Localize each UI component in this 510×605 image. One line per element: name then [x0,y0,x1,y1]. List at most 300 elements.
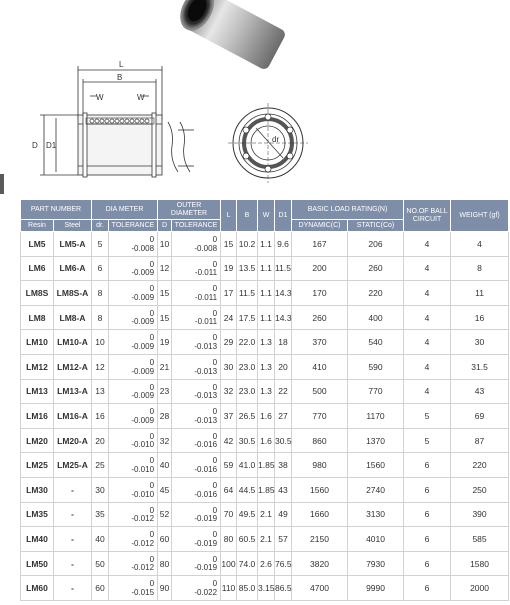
cell-B: 74.0 [237,551,258,576]
col-steel: Steel [54,220,92,232]
tolerance-upper: 0 [149,431,155,441]
cell-D-tolerance [172,404,221,429]
spec-table [20,199,509,601]
cell-D1: 27 [275,404,292,429]
bearing-photo [174,0,286,71]
tolerance-upper: 0 [149,357,155,367]
cell-L: 17 [221,281,237,306]
col-basic-load: BASIC LOAD RATING(N) [292,200,404,220]
cell-dynamic: 860 [292,428,348,453]
tolerance-lower: -0.013 [194,341,218,351]
cell-weight: 250 [451,477,509,502]
cell-D1: 86.5 [275,576,292,601]
tolerance-upper: 0 [212,259,218,269]
col-D-tolerance: TOLERANCE [172,220,221,232]
table-row [21,232,509,257]
cell-W: 1.1 [258,305,275,330]
cell-steel: LM20-A [54,428,92,453]
cell-W: 1.6 [258,404,275,429]
cell-steel: - [54,502,92,527]
cell-W: 1.1 [258,256,275,281]
cell-dynamic: 260 [292,305,348,330]
table-row [21,354,509,379]
cell-D: 15 [158,281,172,306]
cell-ball-circuit: 6 [404,477,451,502]
cell-L: 30 [221,354,237,379]
cell-D1: 49 [275,502,292,527]
col-D: D [158,220,172,232]
cell-dynamic: 167 [292,232,348,257]
cell-dr: 8 [92,281,109,306]
tolerance-lower: -0.010 [131,489,155,499]
tolerance-lower: -0.011 [194,292,218,302]
cell-weight: 30 [451,330,509,355]
cell-ball-circuit: 6 [404,453,451,478]
cell-resin: LM60 [21,576,54,601]
cell-L: 29 [221,330,237,355]
cell-B: 10.2 [237,232,258,257]
cell-ball-circuit: 6 [404,527,451,552]
cell-D1: 14.3 [275,281,292,306]
tolerance-upper: 0 [212,357,218,367]
cell-B: 22.0 [237,330,258,355]
cell-resin: LM50 [21,551,54,576]
cell-B: 11.5 [237,281,258,306]
cell-static: 1370 [348,428,404,453]
cell-resin: LM40 [21,527,54,552]
cell-D-tolerance [172,428,221,453]
cell-D-tolerance [172,576,221,601]
tolerance-lower: -0.008 [131,243,155,253]
tolerance-upper: 0 [212,284,218,294]
cell-dr: 13 [92,379,109,404]
cell-dr: 25 [92,453,109,478]
cell-W: 1.3 [258,379,275,404]
cell-W: 1.1 [258,232,275,257]
cell-ball-circuit: 4 [404,281,451,306]
cell-B: 30.5 [237,428,258,453]
cell-resin: LM35 [21,502,54,527]
cell-W: 2.6 [258,551,275,576]
tolerance-upper: 0 [212,235,218,244]
cell-B: 13.5 [237,256,258,281]
table-row [21,281,509,306]
tolerance-upper: 0 [212,407,218,417]
cell-D: 21 [158,354,172,379]
tolerance-lower: -0.016 [194,440,218,450]
tolerance-upper: 0 [149,235,155,244]
cell-static: 260 [348,256,404,281]
header-row-top [21,200,509,220]
cell-resin: LM12 [21,354,54,379]
tolerance-lower: -0.016 [194,489,218,499]
col-outer-diameter: OUTER DIAMETER [158,200,221,220]
cell-dr: 12 [92,354,109,379]
cell-W: 1.85 [258,453,275,478]
cell-D1: 43 [275,477,292,502]
dim-W-left: W [96,93,104,102]
col-ball-circuit: NO.OF BALL CIRCUIT [404,200,451,232]
tolerance-upper: 0 [212,579,218,589]
cell-static: 4010 [348,527,404,552]
cell-weight: 8 [451,256,509,281]
cell-static: 9990 [348,576,404,601]
tolerance-lower: -0.011 [194,268,218,278]
cell-D-tolerance [172,354,221,379]
table-row [21,256,509,281]
cell-D1: 9.6 [275,232,292,257]
cell-weight: 2000 [451,576,509,601]
cell-L: 64 [221,477,237,502]
cell-static: 400 [348,305,404,330]
cell-ball-circuit: 6 [404,576,451,601]
cell-D: 28 [158,404,172,429]
cell-weight: 11 [451,281,509,306]
tolerance-lower: -0.013 [194,415,218,425]
col-dia-meter: DIA METER [92,200,158,220]
cell-dr: 30 [92,477,109,502]
cell-dynamic: 980 [292,453,348,478]
tolerance-upper: 0 [149,480,155,490]
cell-B: 23.0 [237,354,258,379]
cell-D: 52 [158,502,172,527]
cell-D1: 11.5 [275,256,292,281]
cell-D-tolerance [172,305,221,330]
cell-static: 540 [348,330,404,355]
cell-ball-circuit: 4 [404,305,451,330]
dim-W-right: W [137,93,145,102]
cell-steel: LM16-A [54,404,92,429]
cell-D: 90 [158,576,172,601]
cell-ball-circuit: 6 [404,502,451,527]
cell-dr-tolerance [109,428,158,453]
tolerance-lower: -0.009 [131,268,155,278]
tolerance-lower: -0.012 [131,563,155,573]
cell-dynamic: 410 [292,354,348,379]
cell-steel: LM13-A [54,379,92,404]
cell-D1: 57 [275,527,292,552]
cell-dynamic: 4700 [292,576,348,601]
tolerance-upper: 0 [212,333,218,343]
cell-W: 1.85 [258,477,275,502]
page-edge-marker [0,174,4,194]
col-resin: Resin [21,220,54,232]
table-row [21,428,509,453]
cell-dr-tolerance [109,379,158,404]
cell-L: 80 [221,527,237,552]
tolerance-upper: 0 [212,456,218,466]
cell-dr: 16 [92,404,109,429]
cell-dr: 60 [92,576,109,601]
cell-dr-tolerance [109,404,158,429]
cell-B: 17.5 [237,305,258,330]
cell-D-tolerance [172,379,221,404]
cell-W: 3.15 [258,576,275,601]
table-row [21,404,509,429]
tolerance-lower: -0.012 [131,538,155,548]
cell-ball-circuit: 4 [404,256,451,281]
cell-static: 770 [348,379,404,404]
cell-D-tolerance [172,330,221,355]
cell-D1: 18 [275,330,292,355]
cell-dr-tolerance [109,477,158,502]
cell-D: 40 [158,453,172,478]
cell-L: 42 [221,428,237,453]
cell-dynamic: 1560 [292,477,348,502]
cell-resin: LM6 [21,256,54,281]
tolerance-lower: -0.013 [194,391,218,401]
col-W: W [258,200,275,232]
cell-L: 32 [221,379,237,404]
cell-dr: 10 [92,330,109,355]
cell-weight: 31.5 [451,354,509,379]
cell-dynamic: 500 [292,379,348,404]
cell-W: 2.1 [258,527,275,552]
cell-resin: LM20 [21,428,54,453]
tolerance-upper: 0 [212,554,218,564]
col-weight: WEIGHT (gf) [451,200,509,232]
dim-B: B [117,73,123,82]
cell-dr: 50 [92,551,109,576]
cell-dr-tolerance [109,551,158,576]
cell-static: 7930 [348,551,404,576]
cell-steel: LM8-A [54,305,92,330]
col-static: STATIC(Co) [348,220,404,232]
cell-static: 206 [348,232,404,257]
cell-weight: 1580 [451,551,509,576]
cell-D1: 22 [275,379,292,404]
cell-dr-tolerance [109,330,158,355]
cell-D: 45 [158,477,172,502]
cell-W: 1.3 [258,354,275,379]
cell-dynamic: 200 [292,256,348,281]
cell-L: 59 [221,453,237,478]
cell-L: 19 [221,256,237,281]
cell-steel: - [54,576,92,601]
bearing-figure [0,0,510,198]
cell-ball-circuit: 4 [404,232,451,257]
cell-D: 60 [158,527,172,552]
cell-D-tolerance [172,232,221,257]
cell-dynamic: 1660 [292,502,348,527]
cell-static: 220 [348,281,404,306]
cell-D: 23 [158,379,172,404]
cell-resin: LM30 [21,477,54,502]
tolerance-upper: 0 [149,505,155,515]
cell-ball-circuit: 4 [404,379,451,404]
cell-static: 2740 [348,477,404,502]
col-D1: D1 [275,200,292,232]
cell-D-tolerance [172,527,221,552]
col-L: L [221,200,237,232]
cell-dr: 8 [92,305,109,330]
tolerance-upper: 0 [149,530,155,540]
tolerance-lower: -0.022 [194,587,218,597]
cell-static: 1170 [348,404,404,429]
cell-steel: LM6-A [54,256,92,281]
cell-steel: - [54,551,92,576]
cell-dr: 6 [92,256,109,281]
cell-weight: 87 [451,428,509,453]
cell-D-tolerance [172,551,221,576]
cell-dr-tolerance [109,305,158,330]
cell-weight: 43 [451,379,509,404]
tolerance-upper: 0 [212,382,218,392]
cell-dr-tolerance [109,502,158,527]
table-row [21,527,509,552]
cell-dr-tolerance [109,527,158,552]
cell-ball-circuit: 6 [404,551,451,576]
tolerance-lower: -0.011 [194,317,218,327]
cell-D1: 30.5 [275,428,292,453]
cell-weight: 220 [451,453,509,478]
cell-B: 85.0 [237,576,258,601]
cell-resin: LM8S [21,281,54,306]
table-row [21,305,509,330]
cell-dr: 35 [92,502,109,527]
cell-dynamic: 770 [292,404,348,429]
table-row [21,379,509,404]
spec-table-body [21,232,509,601]
cell-D: 19 [158,330,172,355]
cell-ball-circuit: 5 [404,404,451,429]
cell-B: 41.0 [237,453,258,478]
tolerance-upper: 0 [212,431,218,441]
cell-L: 100 [221,551,237,576]
tolerance-lower: -0.019 [194,538,218,548]
cell-L: 24 [221,305,237,330]
cell-D: 10 [158,232,172,257]
cell-D-tolerance [172,453,221,478]
tolerance-lower: -0.009 [131,341,155,351]
tolerance-upper: 0 [212,505,218,515]
dim-D: D [32,141,38,150]
bearing-drawing [0,0,510,198]
cell-D1: 38 [275,453,292,478]
cell-steel: LM8S-A [54,281,92,306]
dim-dr: dr [272,135,280,144]
cell-resin: LM16 [21,404,54,429]
tolerance-lower: -0.009 [131,366,155,376]
table-row [21,477,509,502]
col-part-number: PART NUMBER [21,200,92,220]
cell-dr-tolerance [109,453,158,478]
cell-W: 2.1 [258,502,275,527]
cell-D-tolerance [172,281,221,306]
tolerance-lower: -0.009 [131,415,155,425]
tolerance-lower: -0.010 [131,440,155,450]
cell-weight: 585 [451,527,509,552]
tolerance-upper: 0 [212,530,218,540]
cell-D-tolerance [172,256,221,281]
cell-dynamic: 3820 [292,551,348,576]
cell-static: 3130 [348,502,404,527]
table-row [21,576,509,601]
cell-steel: - [54,527,92,552]
cell-resin: LM10 [21,330,54,355]
cell-W: 1.6 [258,428,275,453]
cell-dr: 20 [92,428,109,453]
cell-static: 1560 [348,453,404,478]
dim-L: L [119,60,124,69]
cell-D1: 20 [275,354,292,379]
cell-weight: 4 [451,232,509,257]
cell-dynamic: 2150 [292,527,348,552]
cell-dr-tolerance [109,354,158,379]
tolerance-lower: -0.012 [131,514,155,524]
cell-B: 23.0 [237,379,258,404]
cell-weight: 390 [451,502,509,527]
cell-dr: 40 [92,527,109,552]
tolerance-lower: -0.009 [131,292,155,302]
tolerance-upper: 0 [149,259,155,269]
cell-D: 12 [158,256,172,281]
cell-static: 590 [348,354,404,379]
tolerance-upper: 0 [149,579,155,589]
tolerance-upper: 0 [149,382,155,392]
table-row [21,502,509,527]
tolerance-upper: 0 [149,407,155,417]
cell-D-tolerance [172,502,221,527]
cell-ball-circuit: 4 [404,354,451,379]
cell-resin: LM25 [21,453,54,478]
col-dr: dr. [92,220,109,232]
tolerance-lower: -0.010 [131,464,155,474]
cell-resin: LM8 [21,305,54,330]
tolerance-upper: 0 [149,333,155,343]
cell-dr-tolerance [109,256,158,281]
cell-steel: LM25-A [54,453,92,478]
cell-L: 15 [221,232,237,257]
tolerance-lower: -0.019 [194,563,218,573]
cell-dynamic: 170 [292,281,348,306]
cell-weight: 16 [451,305,509,330]
table-row [21,551,509,576]
tolerance-lower: -0.013 [194,366,218,376]
tolerance-upper: 0 [149,284,155,294]
tolerance-upper: 0 [149,456,155,466]
tolerance-lower: -0.019 [194,514,218,524]
tolerance-lower: -0.015 [131,587,155,597]
cell-ball-circuit: 4 [404,330,451,355]
cell-L: 37 [221,404,237,429]
cell-dr: 5 [92,232,109,257]
cell-D1: 76.5 [275,551,292,576]
cell-steel: LM10-A [54,330,92,355]
col-dr-tolerance: TOLERANCE [109,220,158,232]
cell-L: 70 [221,502,237,527]
cell-weight: 69 [451,404,509,429]
table-row [21,453,509,478]
cell-steel: LM5-A [54,232,92,257]
cell-D: 32 [158,428,172,453]
cell-L: 110 [221,576,237,601]
cell-B: 44.5 [237,477,258,502]
cell-B: 60.5 [237,527,258,552]
cell-resin: LM13 [21,379,54,404]
tolerance-lower: -0.008 [194,243,218,253]
col-dynamic: DYNAMIC(C) [292,220,348,232]
cell-D1: 14.3 [275,305,292,330]
cell-B: 26.5 [237,404,258,429]
tolerance-upper: 0 [149,554,155,564]
cell-ball-circuit: 5 [404,428,451,453]
tolerance-lower: -0.009 [131,317,155,327]
cell-D-tolerance [172,477,221,502]
tolerance-upper: 0 [212,308,218,318]
cell-W: 1.1 [258,281,275,306]
cell-dr-tolerance [109,576,158,601]
